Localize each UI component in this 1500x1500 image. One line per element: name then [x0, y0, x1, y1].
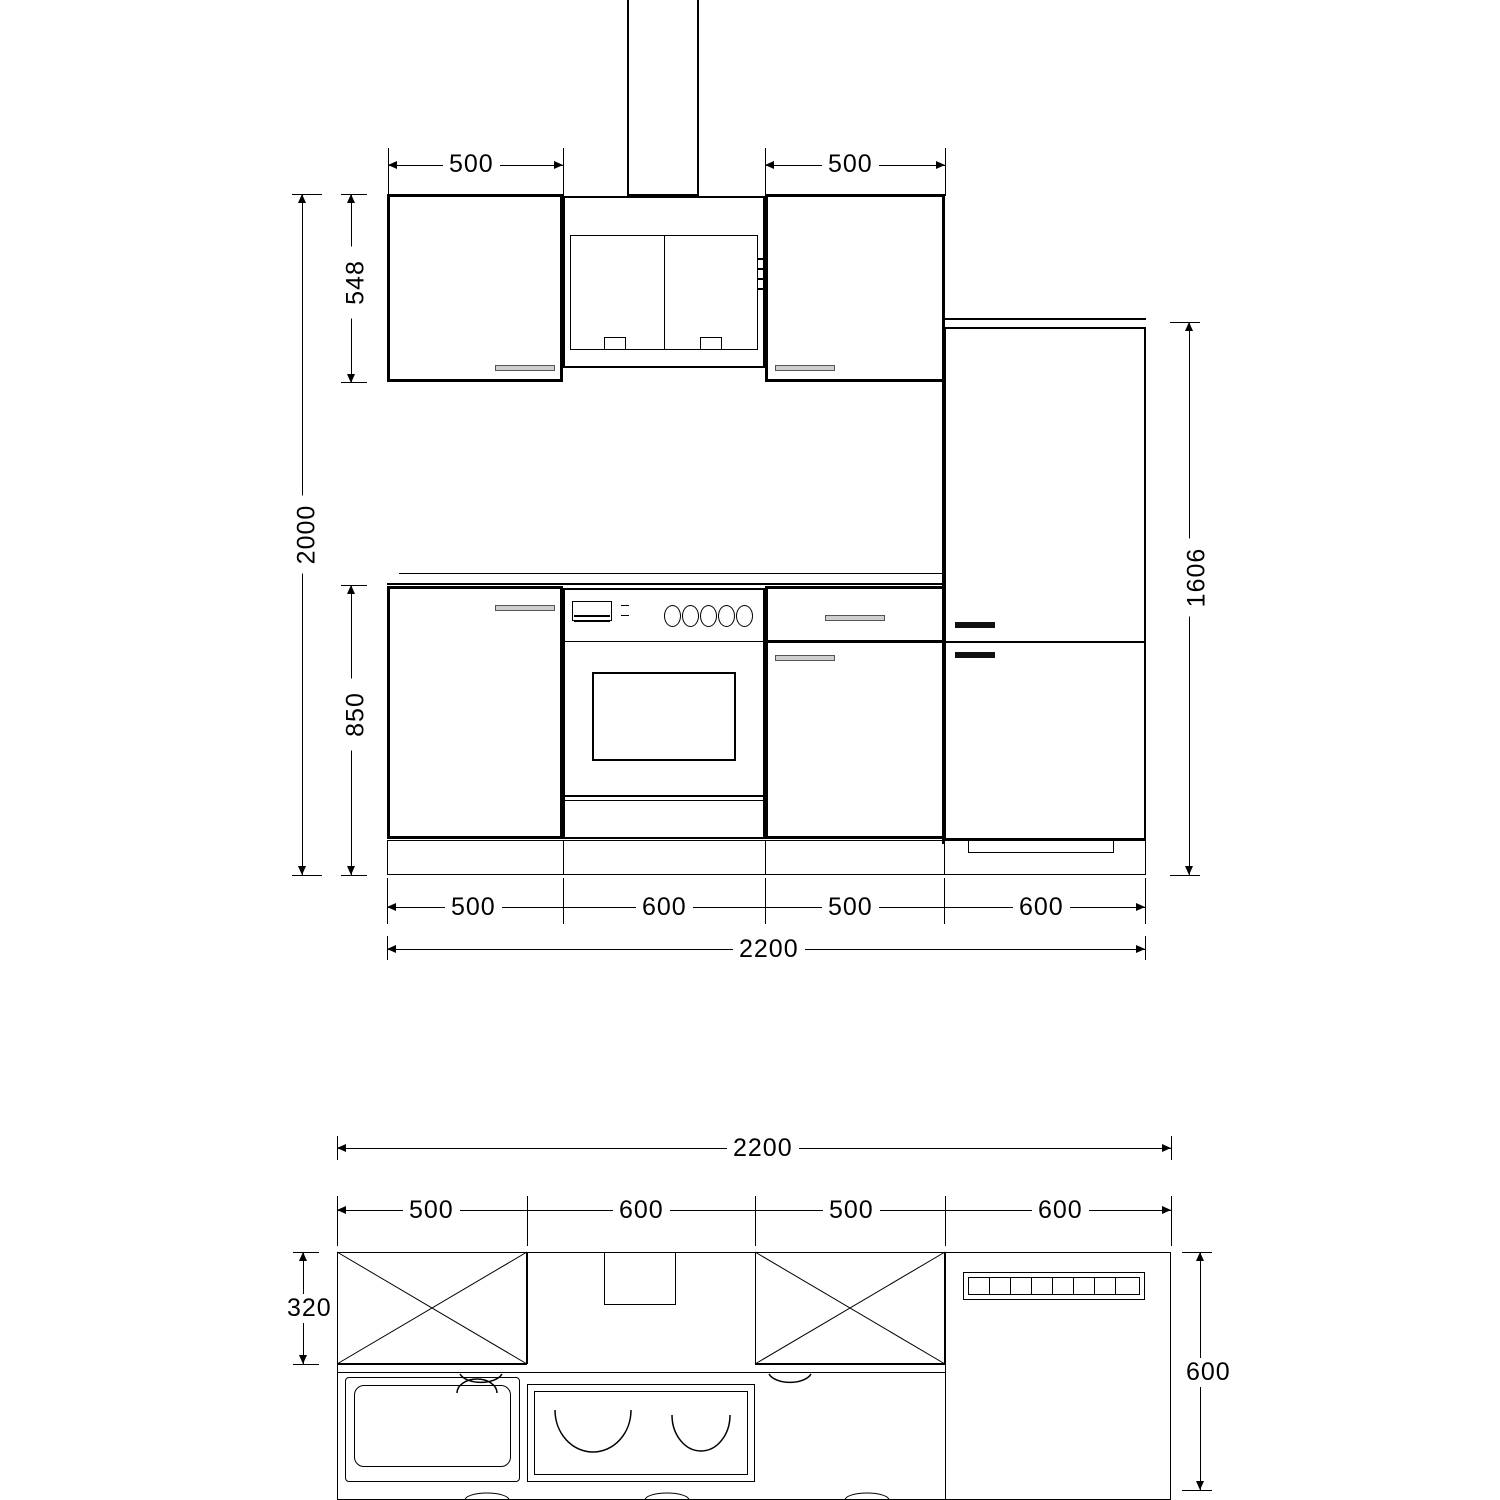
dim-ext-line	[293, 1252, 319, 1253]
plan-wall-unit-left-front	[337, 1363, 527, 1365]
base-sink-cabinet-handle	[495, 605, 555, 611]
dim-arrow	[1196, 1481, 1204, 1490]
dim-ext-line	[293, 1364, 319, 1365]
dim-height-2000: 2000	[293, 496, 322, 574]
dim-base-height-850: 850	[342, 679, 371, 751]
dim-arrow	[936, 161, 945, 169]
dim-ext-line	[292, 875, 322, 876]
tall-unit-plinth-notch	[968, 852, 1113, 853]
plan-hood-left-edge	[527, 1252, 528, 1364]
worktop-front-edge	[387, 583, 945, 585]
cooker-knob	[718, 605, 735, 627]
tall-unit-top-edge	[944, 318, 1146, 320]
plan-dim-depth-320: 320	[281, 1294, 338, 1323]
plan-grille-bar	[989, 1277, 990, 1295]
dim-ext-line	[765, 878, 766, 924]
dim-arrow	[347, 194, 355, 203]
dim-ext-line	[1145, 936, 1146, 960]
dim-arrow	[1136, 903, 1145, 911]
plan-hob-burner-right	[670, 1415, 732, 1475]
wall-cabinet-left-handle	[495, 365, 555, 371]
dim-ext-line	[387, 878, 388, 924]
tall-unit-plinth	[944, 840, 1146, 875]
cooker-knob	[736, 605, 753, 627]
hood-bottom-edge	[563, 366, 766, 368]
dim-ext-line	[341, 585, 367, 586]
dim-elevation-total-2200: 2200	[733, 935, 805, 964]
plan-hood-right-edge	[755, 1252, 756, 1364]
plan-handle-left	[458, 1372, 504, 1388]
plan-wall-unit-right-cross	[755, 1252, 945, 1364]
dim-ext-line	[945, 1196, 946, 1246]
dim-ext-line	[755, 1196, 756, 1246]
plan-handle-right	[767, 1372, 813, 1388]
base-drawer-handle-bottom	[775, 655, 835, 661]
dim-arrow	[1196, 1252, 1204, 1261]
tall-unit-plinth-notch-edge	[1113, 840, 1114, 853]
dim-arrow	[388, 161, 397, 169]
dim-ext-line	[388, 148, 389, 196]
wall-cabinet-right-handle	[775, 365, 835, 371]
dim-arrow	[298, 866, 306, 875]
base-drawer-divider	[766, 640, 944, 643]
dim-ext-line	[337, 1136, 338, 1160]
dim-arrow	[1162, 1206, 1171, 1214]
hood-light-left	[604, 337, 626, 350]
hood-duct	[627, 0, 699, 196]
tall-fridge-unit	[944, 327, 1146, 840]
dim-ext-line	[341, 382, 367, 383]
dim-ext-line	[1170, 322, 1200, 323]
dim-arrow	[298, 194, 306, 203]
plan-dim-depth-600: 600	[1180, 1358, 1237, 1387]
fridge-door-handle-lower	[955, 652, 995, 658]
dim-bottom-500-b: 500	[822, 893, 879, 922]
plan-wall-unit-left-cross	[337, 1252, 527, 1364]
plan-worktop-line	[337, 1372, 945, 1373]
dim-arrow	[299, 1355, 307, 1364]
plan-dim-600-a: 600	[613, 1196, 670, 1225]
dim-arrow	[337, 1144, 346, 1152]
base-sink-cabinet	[387, 586, 563, 839]
wall-cabinet-left	[387, 194, 563, 382]
dim-ext-line	[387, 936, 388, 960]
oven-drawer	[563, 800, 765, 839]
plan-dim-500-b: 500	[823, 1196, 880, 1225]
dim-ext-line	[341, 875, 367, 876]
dim-ext-line	[1171, 1196, 1172, 1246]
cooker-display-bar	[574, 620, 610, 622]
cooker-indicator	[621, 615, 629, 616]
plan-tall-unit-left-edge	[945, 1252, 946, 1500]
plan-dim-500-a: 500	[403, 1196, 460, 1225]
base-drawer-handle-top	[825, 615, 885, 621]
plan-floor-marks	[337, 1486, 945, 1500]
dim-arrow	[387, 945, 396, 953]
cooker-display	[572, 601, 612, 621]
dim-arrow	[1185, 322, 1193, 331]
dim-arrow	[347, 585, 355, 594]
dim-ext-line	[563, 148, 564, 196]
plan-grille-bar	[1115, 1277, 1116, 1295]
dim-bottom-600-a: 600	[636, 893, 693, 922]
dim-top-left-500: 500	[443, 150, 500, 179]
plan-grille-bar	[1052, 1277, 1053, 1295]
dim-ext-line	[765, 148, 766, 196]
base-drawer-cabinet	[765, 586, 945, 839]
dim-wall-height-548: 548	[342, 247, 371, 319]
dim-ext-line	[1182, 1490, 1212, 1491]
cooker-knob	[664, 605, 681, 627]
dim-arrow	[347, 866, 355, 875]
fridge-door-handle-upper	[955, 622, 995, 628]
fridge-freezer-divider	[946, 641, 1145, 643]
wall-cabinet-right	[765, 194, 945, 382]
dim-tall-height-1606: 1606	[1183, 539, 1212, 617]
plan-grille-bar	[1073, 1277, 1074, 1295]
cooker-display-bar	[574, 615, 610, 617]
dim-ext-line	[337, 1196, 338, 1246]
plan-dim-total-2200: 2200	[727, 1134, 799, 1163]
oven-door-bottom	[563, 795, 765, 797]
plan-hob-burner-left	[553, 1410, 633, 1476]
dim-ext-line	[944, 878, 945, 924]
plan-grille-bar	[1094, 1277, 1095, 1295]
dim-arrow	[299, 1252, 307, 1261]
hood-panel-divider	[664, 236, 665, 350]
dim-ext-line	[1145, 878, 1146, 924]
plan-dim-600-b: 600	[1032, 1196, 1089, 1225]
dim-arrow	[1136, 945, 1145, 953]
dim-ext-line	[341, 194, 367, 195]
dim-arrow	[1185, 866, 1193, 875]
dim-ext-line	[527, 1196, 528, 1246]
plan-grille-bar	[1031, 1277, 1032, 1295]
plan-grille-bar	[1010, 1277, 1011, 1295]
dim-ext-line	[945, 148, 946, 196]
cooker-control-panel-divider	[565, 641, 764, 642]
dim-top-right-500: 500	[822, 150, 879, 179]
cooker-indicator	[621, 605, 629, 606]
plan-wall-unit-right-front	[755, 1363, 945, 1365]
tall-unit-plinth-notch-edge	[968, 840, 969, 853]
cooker-knob	[682, 605, 699, 627]
dim-ext-line	[1170, 875, 1200, 876]
dim-ext-line	[1182, 1252, 1212, 1253]
dim-arrow	[554, 161, 563, 169]
dim-arrow	[1162, 1144, 1171, 1152]
dim-ext-line	[563, 878, 564, 924]
plan-hood-duct	[604, 1252, 676, 1305]
dim-ext-line	[292, 194, 322, 195]
hood-light-right	[700, 337, 722, 350]
base-plinth-joint	[765, 840, 766, 875]
base-plinth	[387, 840, 945, 875]
dim-bottom-500-a: 500	[445, 893, 502, 922]
base-plinth-joint	[563, 840, 564, 875]
dim-arrow	[765, 161, 774, 169]
cooker-knob	[700, 605, 717, 627]
worktop-back-edge	[399, 573, 944, 574]
dim-ext-line	[1171, 1136, 1172, 1160]
dim-arrow	[387, 903, 396, 911]
dim-bottom-600-b: 600	[1013, 893, 1070, 922]
dim-arrow	[337, 1206, 346, 1214]
oven-door-window	[592, 672, 736, 761]
